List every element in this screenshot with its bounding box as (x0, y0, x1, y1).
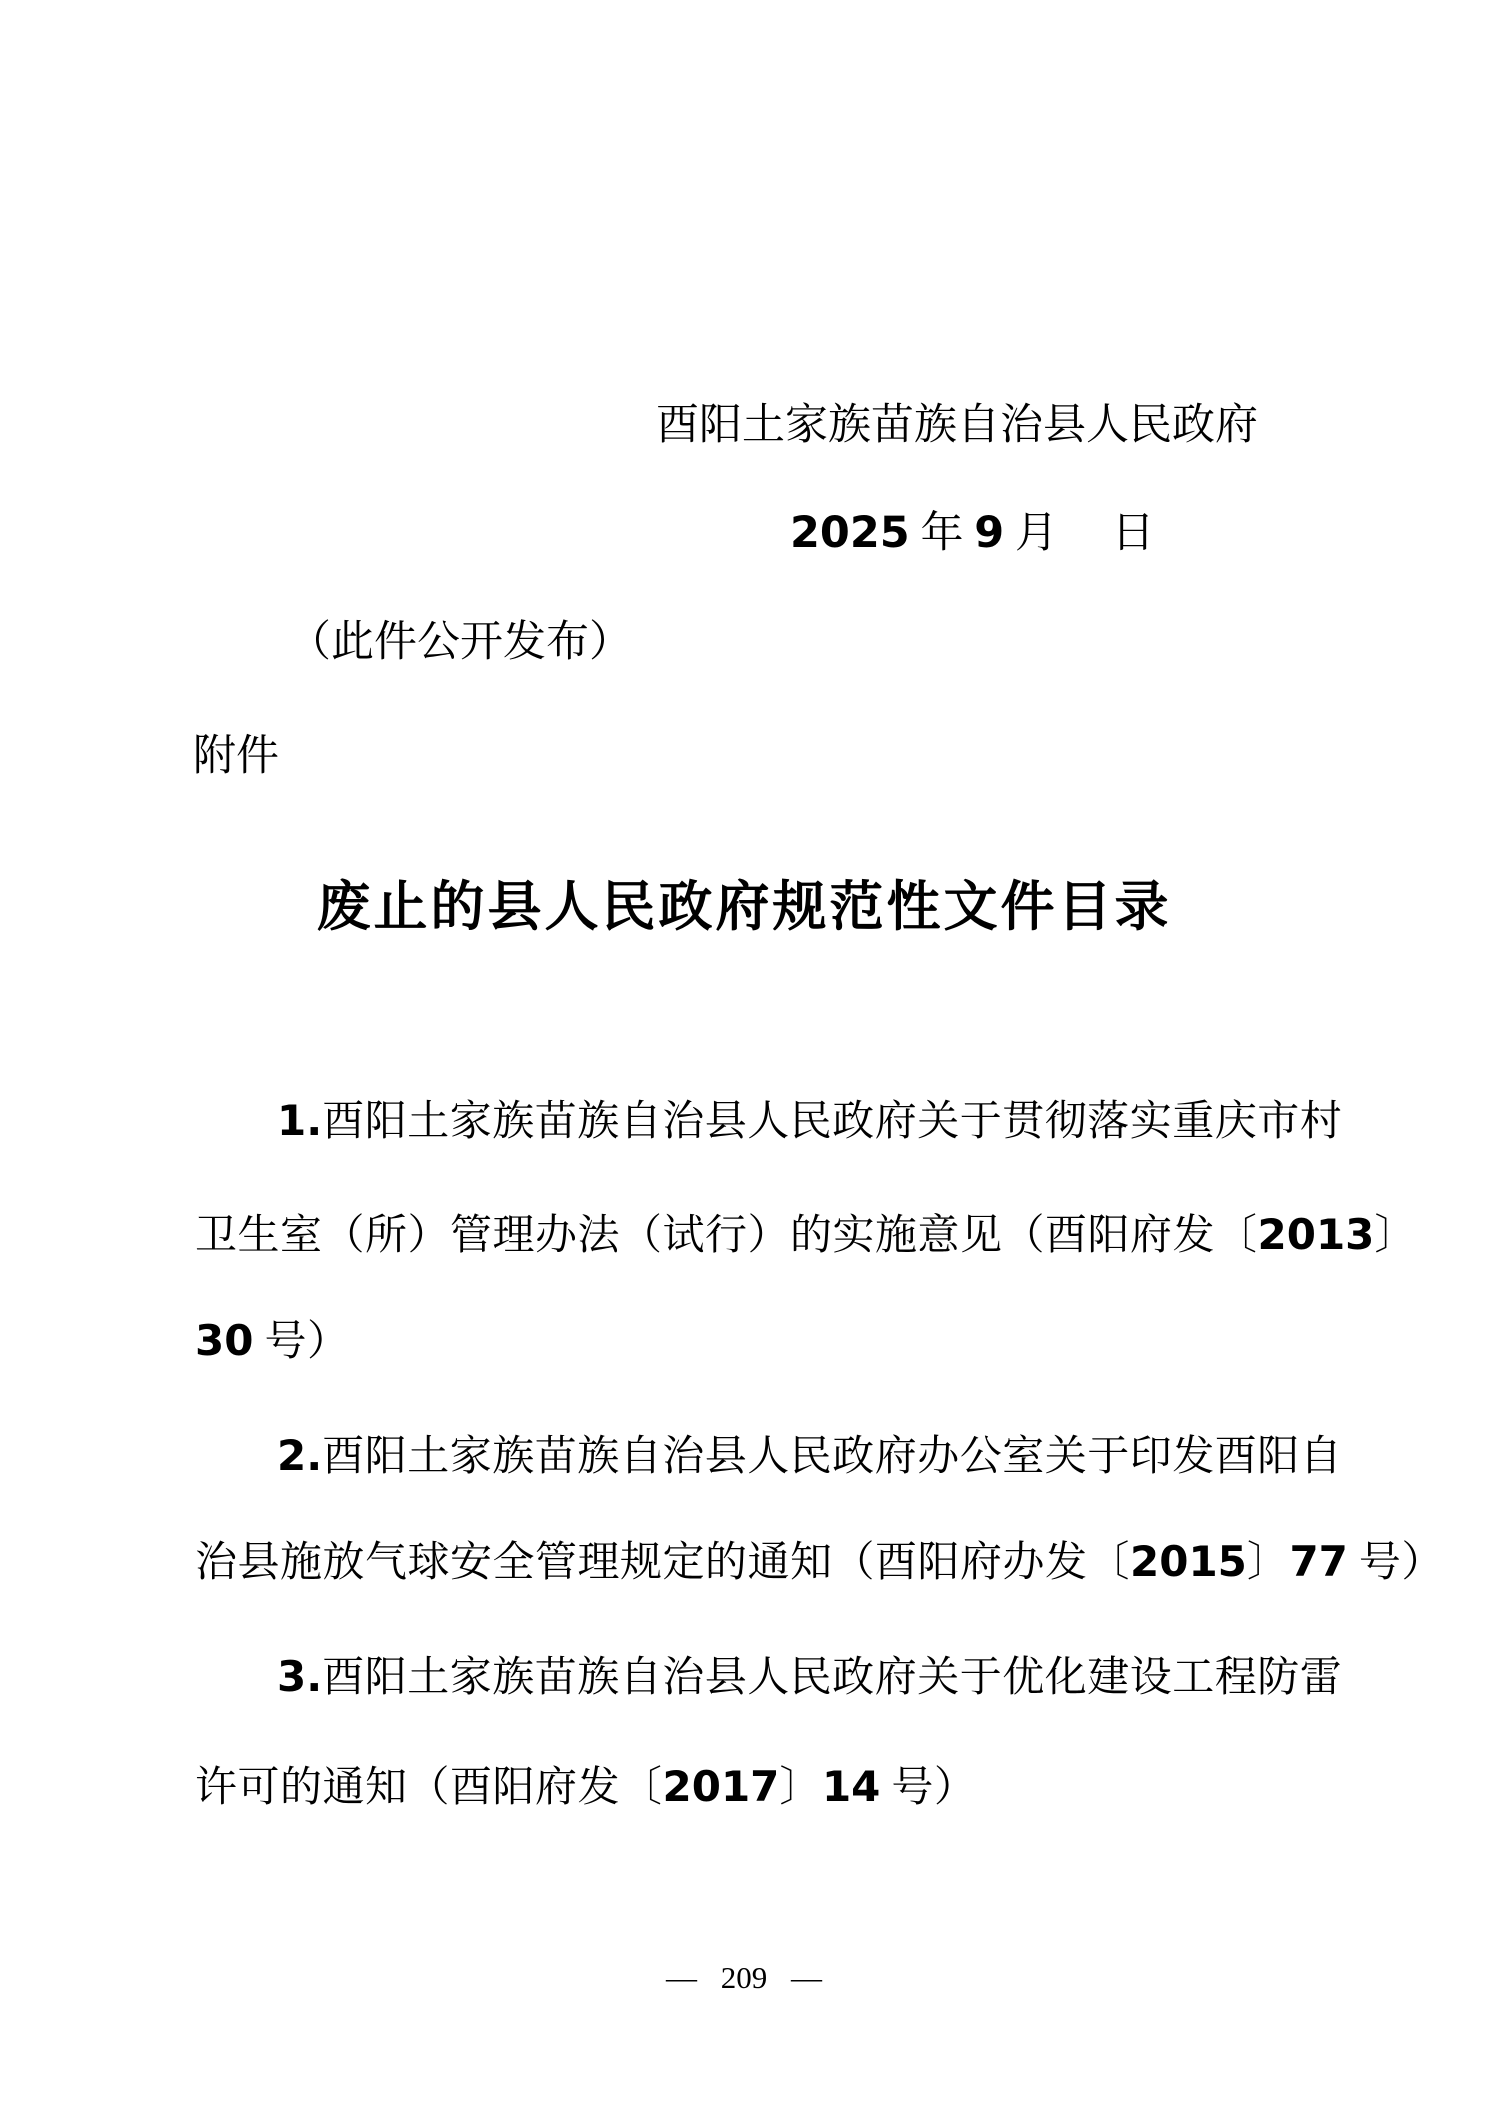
page-number: — 209 — (666, 1960, 822, 1995)
attachment-title: 废止的县人民政府规范性文件目录 (316, 877, 1172, 937)
list-item-2-line-2-close: 〕 (1246, 1540, 1290, 1586)
issue-date-year: 2025 (790, 508, 910, 558)
list-item-3-number: 3. (277, 1652, 323, 1701)
list-item-3-doc-number: 14 (821, 1762, 881, 1811)
list-item-2-line-2 (195, 1537, 1444, 1586)
attachment-label: 附件 (193, 733, 279, 780)
list-item-2-line-1 (277, 1431, 1343, 1480)
list-item-2-number: 2. (277, 1431, 323, 1480)
list-item-1-number: 1. (277, 1096, 323, 1145)
list-item-3-line-2-text: 许可的通知（酉阳府发〔 (195, 1765, 663, 1811)
issue-date-month: 9 (974, 508, 1005, 558)
list-item-3-doc-year: 2017 (662, 1762, 780, 1811)
list-item-1-doc-number: 30 (195, 1316, 254, 1365)
issue-date-year-unit: 年 (909, 510, 975, 557)
list-item-1-line-2-text: 卫生室（所）管理办法（试行）的实施意见（酉阳府发〔 (195, 1213, 1258, 1259)
list-item-3-line-1-text: 酉阳土家族苗族自治县人民政府关于优化建设工程防雷 (322, 1655, 1343, 1701)
public-release-note: （此件公开发布） (288, 619, 632, 666)
list-item-3-line-2-end: 号） (880, 1765, 977, 1811)
issue-date-month-unit: 月 (1004, 510, 1112, 557)
list-item-1-doc-year: 2013 (1257, 1210, 1375, 1259)
list-item-1-line-1 (277, 1096, 1343, 1145)
list-item-2-doc-year: 2015 (1130, 1537, 1247, 1586)
list-item-2-line-1-text: 酉阳土家族苗族自治县人民政府办公室关于印发酉阳自 (322, 1434, 1343, 1480)
list-item-1-line-3 (195, 1316, 350, 1365)
list-item-3-line-2-close: 〕 (779, 1765, 822, 1811)
issue-date-day-unit: 日 (1111, 510, 1155, 557)
list-item-1-line-2-close: 〕 (1374, 1213, 1417, 1259)
list-item-3-line-1 (277, 1652, 1343, 1701)
list-item-1-line-1-text: 酉阳土家族苗族自治县人民政府关于贯彻落实重庆市村 (322, 1099, 1343, 1145)
list-item-2-line-2-text: 治县施放气球安全管理规定的通知（酉阳府办发〔 (195, 1540, 1131, 1586)
issuer-name: 酉阳土家族苗族自治县人民政府 (656, 402, 1258, 449)
list-item-2-doc-number: 77 (1289, 1537, 1348, 1586)
issue-date (790, 508, 1155, 558)
list-item-2-line-2-end: 号） (1347, 1540, 1444, 1586)
list-item-3-line-2 (195, 1762, 977, 1811)
list-item-1-line-3-text: 号） (253, 1319, 350, 1365)
list-item-1-line-2 (195, 1210, 1417, 1259)
